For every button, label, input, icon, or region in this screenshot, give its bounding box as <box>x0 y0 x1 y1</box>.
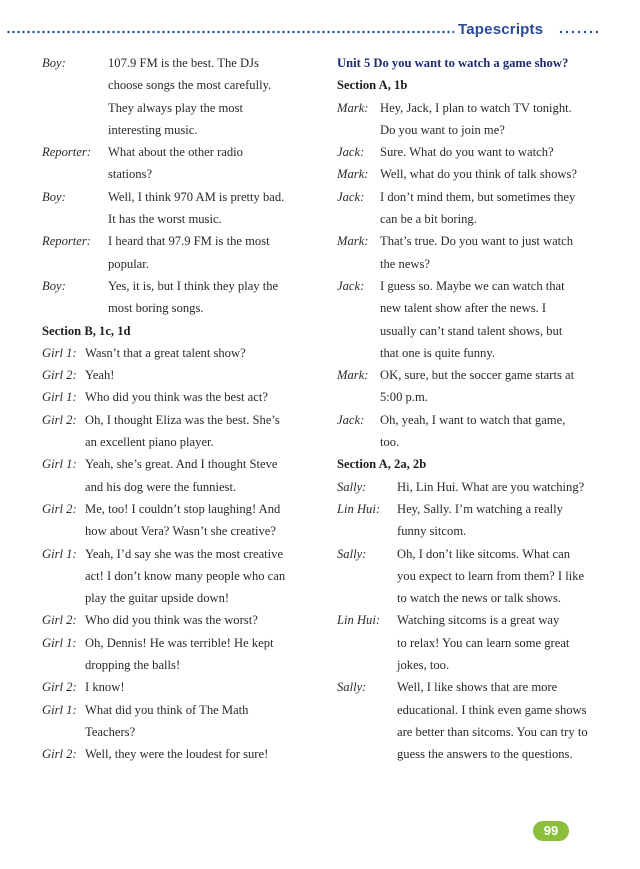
dialogue-text: act! I don’t know many people who can <box>85 568 286 583</box>
speaker-label: Girl 2: <box>42 680 77 695</box>
dialogue-text: Hey, Sally. I’m watching a really <box>397 501 563 516</box>
transcript-line <box>42 520 324 542</box>
dialogue-text: too. <box>380 435 400 450</box>
transcript-line <box>42 587 324 609</box>
speaker-label: Jack: <box>337 412 365 427</box>
transcript-line <box>337 498 617 520</box>
dialogue-text: Yeah! <box>85 368 115 383</box>
dialogue-text: 107.9 FM is the best. The DJs <box>108 56 259 70</box>
transcript-line <box>337 699 617 721</box>
transcript-line <box>42 186 324 208</box>
transcript-line <box>337 543 617 565</box>
transcript-line <box>42 386 324 408</box>
dialogue-text: Who did you think was the worst? <box>85 613 258 628</box>
dotted-rule-left <box>6 30 454 34</box>
dialogue-text: What did you think of The Math <box>85 702 249 717</box>
speaker-label: Mark: <box>337 167 369 182</box>
dialogue-text: interesting music. <box>108 122 198 137</box>
dialogue-text: stations? <box>108 167 153 182</box>
dialogue-text: Hey, Jack, I plan to watch TV tonight. <box>380 100 572 115</box>
transcript-line <box>337 297 617 319</box>
dialogue-text: That’s true. Do you want to just watch <box>380 234 574 249</box>
page-header <box>0 20 640 44</box>
transcript-line <box>42 275 324 297</box>
transcript-line <box>42 453 324 475</box>
transcript-line <box>337 676 617 698</box>
transcript-line <box>42 208 324 230</box>
transcript-line <box>337 364 617 386</box>
transcript-line <box>337 253 617 275</box>
dialogue-text: Oh, Dennis! He was terrible! He kept <box>85 635 274 650</box>
speaker-label: Mark: <box>337 368 369 383</box>
dialogue-text: how about Vera? Wasn’t she creative? <box>85 524 276 539</box>
speaker-label: Lin Hui: <box>337 501 381 516</box>
speaker-label: Boy: <box>42 56 66 70</box>
transcript-line <box>337 431 617 453</box>
transcript-line <box>337 119 617 141</box>
transcript-line <box>42 119 324 141</box>
transcript-line <box>42 230 324 252</box>
dialogue-text: can be a bit boring. <box>380 212 477 227</box>
transcript-line <box>42 52 324 74</box>
transcript-line <box>337 743 617 765</box>
transcript-line <box>337 409 617 431</box>
transcript-line <box>42 342 324 364</box>
transcript-line <box>337 141 617 163</box>
dialogue-text: play the guitar upside down! <box>85 591 230 606</box>
dialogue-text: Do you want to join me? <box>380 122 505 137</box>
dialogue-text: Who did you think was the best act? <box>85 390 268 405</box>
speaker-label: Girl 2: <box>42 747 77 762</box>
speaker-label: Girl 2: <box>42 613 77 628</box>
speaker-label: Jack: <box>337 145 365 160</box>
dialogue-text: the news? <box>380 256 431 271</box>
speaker-label: Sally: <box>337 479 367 494</box>
transcript-line <box>42 409 324 431</box>
section-heading: Section A, 2a, 2b <box>337 457 427 472</box>
speaker-label: Girl 1: <box>42 457 77 472</box>
speaker-label: Boy: <box>42 189 66 204</box>
dialogue-text: Well, I think 970 AM is pretty bad. <box>108 189 285 204</box>
transcript-line <box>42 699 324 721</box>
transcript-line <box>337 476 617 498</box>
dotted-rule-right <box>558 30 598 34</box>
transcript-line <box>42 721 324 743</box>
transcript-line <box>337 163 617 185</box>
section-heading: Section A, 1b <box>337 78 408 93</box>
dialogue-text: What about the other radio <box>108 145 243 160</box>
page-number-badge: 99 <box>533 821 569 841</box>
speaker-label: Girl 1: <box>42 635 77 650</box>
transcript-line <box>337 587 617 609</box>
speaker-label: Reporter: <box>42 145 91 160</box>
dialogue-text: usually can’t stand talent shows, but <box>380 323 563 338</box>
dialogue-text: an excellent piano player. <box>85 435 214 450</box>
transcript-line <box>337 520 617 542</box>
dialogue-text: Yeah, I’d say she was the most creative <box>85 546 284 561</box>
speaker-label: Jack: <box>337 189 365 204</box>
dialogue-text: you expect to learn from them? I like <box>397 568 585 583</box>
dialogue-text: and his dog were the funniest. <box>85 479 237 494</box>
dialogue-text: Oh, I thought Eliza was the best. She’s <box>85 412 280 427</box>
dialogue-text: Me, too! I couldn’t stop laughing! And <box>85 501 281 516</box>
transcript-line <box>337 721 617 743</box>
speaker-label: Mark: <box>337 234 369 249</box>
speaker-label: Mark: <box>337 100 369 115</box>
transcript-line <box>42 565 324 587</box>
transcript-line <box>42 743 324 765</box>
speaker-label: Sally: <box>337 546 367 561</box>
transcript-line <box>42 476 324 498</box>
dialogue-text: Yes, it is, but I think they play the <box>108 278 279 293</box>
dialogue-text: are better than sitcoms. You can try to <box>397 724 588 739</box>
dialogue-text: educational. I think even game shows <box>397 702 587 717</box>
speaker-label: Girl 1: <box>42 345 77 360</box>
dialogue-text: to watch the news or talk shows. <box>397 591 562 606</box>
dialogue-text: Watching sitcoms is a great way <box>397 613 560 628</box>
transcript-line <box>42 431 324 453</box>
dialogue-text: choose songs the most carefully. <box>108 78 272 93</box>
section-heading: Unit 5 Do you want to watch a game show? <box>337 56 569 70</box>
dialogue-text: Oh, yeah, I want to watch that game, <box>380 412 566 427</box>
speaker-label: Girl 2: <box>42 368 77 383</box>
dialogue-text: Well, what do you think of talk shows? <box>380 167 577 182</box>
dialogue-text: Teachers? <box>85 724 136 739</box>
speaker-label: Girl 1: <box>42 546 77 561</box>
dialogue-text: Sure. What do you want to watch? <box>380 145 554 160</box>
dialogue-text: jokes, too. <box>397 658 450 673</box>
speaker-label: Lin Hui: <box>337 613 381 628</box>
transcript-line <box>337 632 617 654</box>
speaker-label: Jack: <box>337 278 365 293</box>
dialogue-text: most boring songs. <box>108 301 204 316</box>
right-column <box>337 52 617 766</box>
dialogue-text: Hi, Lin Hui. What are you watching? <box>397 479 585 494</box>
transcript-line <box>337 186 617 208</box>
transcript-line <box>42 676 324 698</box>
dialogue-text: I heard that 97.9 FM is the most <box>108 234 270 249</box>
transcript-line <box>42 654 324 676</box>
transcript-line <box>42 253 324 275</box>
dialogue-text: It has the worst music. <box>108 212 222 227</box>
dialogue-text: Well, I like shows that are more <box>397 680 558 695</box>
transcript-line <box>42 364 324 386</box>
dialogue-text: guess the answers to the questions. <box>397 747 573 762</box>
dialogue-text: I don’t mind them, but sometimes they <box>380 189 576 204</box>
dialogue-text: 5:00 p.m. <box>380 390 428 405</box>
dialogue-text: new talent show after the news. I <box>380 301 547 316</box>
transcript-line <box>337 208 617 230</box>
transcript-line <box>337 320 617 342</box>
transcript-line <box>337 654 617 676</box>
transcript-line <box>337 565 617 587</box>
dialogue-text: Yeah, she’s great. And I thought Steve <box>85 457 278 472</box>
dialogue-text: Wasn’t that a great talent show? <box>85 345 246 360</box>
speaker-label: Girl 2: <box>42 412 77 427</box>
transcript-line <box>337 97 617 119</box>
dialogue-text: that one is quite funny. <box>380 345 495 360</box>
header-title: Tapescripts <box>458 21 544 38</box>
speaker-label: Boy: <box>42 278 66 293</box>
transcript-line <box>337 609 617 631</box>
transcript-line <box>42 498 324 520</box>
transcript-line <box>337 386 617 408</box>
dialogue-text: OK, sure, but the soccer game starts at <box>380 368 575 383</box>
left-column <box>42 52 324 766</box>
dialogue-text: funny sitcom. <box>397 524 467 539</box>
speaker-label: Girl 1: <box>42 390 77 405</box>
speaker-label: Reporter: <box>42 234 91 249</box>
transcript-line <box>42 97 324 119</box>
dialogue-text: I know! <box>85 680 125 695</box>
transcript-line <box>42 141 324 163</box>
transcript-line <box>42 609 324 631</box>
transcript-line <box>42 74 324 96</box>
transcript-line <box>42 163 324 185</box>
transcript-line <box>337 342 617 364</box>
transcript-line <box>42 632 324 654</box>
speaker-label: Girl 1: <box>42 702 77 717</box>
dialogue-text: Oh, I don’t like sitcoms. What can <box>397 546 571 561</box>
transcript-line <box>42 543 324 565</box>
dialogue-text: to relax! You can learn some great <box>397 635 570 650</box>
speaker-label: Girl 2: <box>42 501 77 516</box>
section-heading: Section B, 1c, 1d <box>42 323 131 338</box>
transcript-line <box>42 297 324 319</box>
transcript-line <box>337 230 617 252</box>
speaker-label: Sally: <box>337 680 367 695</box>
dialogue-text: Well, they were the loudest for sure! <box>85 747 269 762</box>
dialogue-text: popular. <box>108 256 149 271</box>
dialogue-text: They always play the most <box>108 100 244 115</box>
dialogue-text: I guess so. Maybe we can watch that <box>380 278 565 293</box>
dialogue-text: dropping the balls! <box>85 658 181 673</box>
transcript-line <box>337 275 617 297</box>
